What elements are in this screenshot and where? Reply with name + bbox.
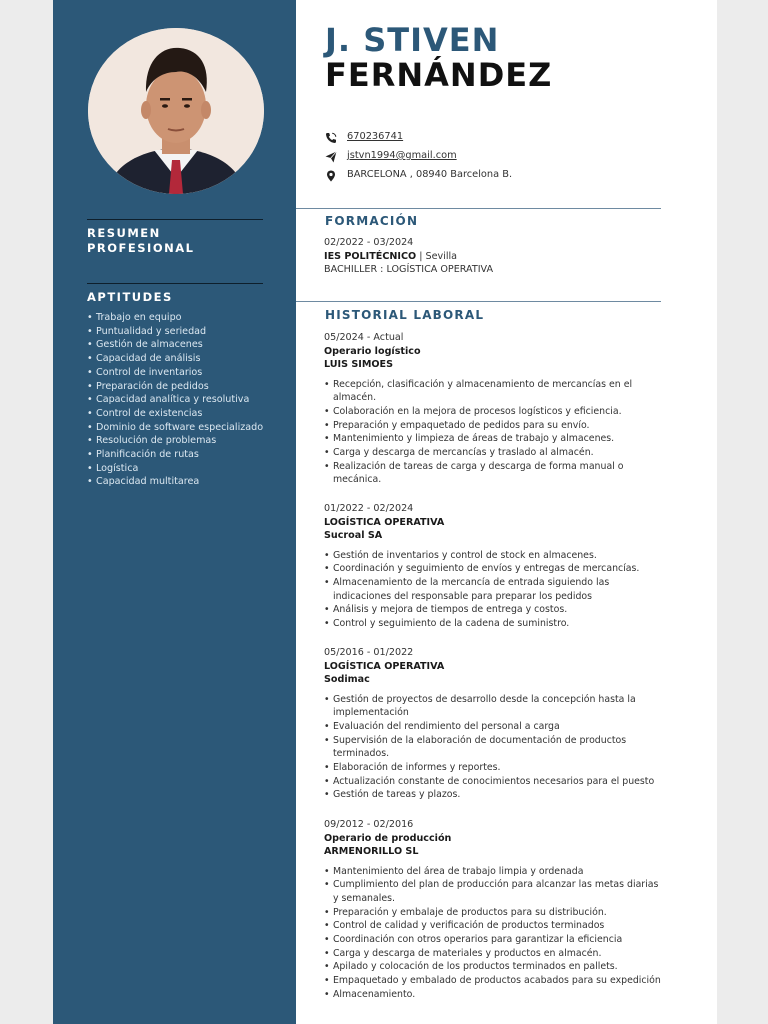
education-degree: BACHILLER : LOGÍSTICA OPERATIVA: [324, 264, 494, 275]
job-task: • Carga y descarga de mercancías y traslado al almacén.: [324, 446, 664, 460]
job-task: • Coordinación y seguimiento de envíos y entregas de mercancías.: [324, 562, 664, 576]
address-text: BARCELONA , 08940 Barcelona B.: [347, 169, 513, 180]
skill-item: • Resolución de problemas: [87, 434, 263, 448]
skill-item: • Gestión de almacenes: [87, 338, 263, 352]
job-company: ARMENORILLO SL: [324, 846, 419, 857]
job-task: • Mantenimiento del área de trabajo limpia y ordenada: [324, 865, 664, 879]
skill-item: • Capacidad multitarea: [87, 475, 263, 489]
education-date: 02/2022 - 03/2024: [324, 237, 414, 248]
job-task-list: [324, 865, 664, 1002]
skill-item: • Puntualidad y seriedad: [87, 325, 263, 339]
skill-item: • Control de existencias: [87, 407, 263, 421]
job-task: • Supervisión de la elaboración de documentación de productos terminados.: [324, 734, 664, 761]
education-heading: FORMACIÓN: [325, 214, 419, 228]
phone-icon: [325, 132, 337, 144]
job-role: Operario de producción: [324, 832, 452, 844]
job-task: • Almacenamiento.: [324, 988, 664, 1002]
job-company: Sodimac: [324, 674, 370, 685]
name-first: J. STIVEN: [325, 21, 500, 59]
name-last: FERNÁNDEZ: [325, 56, 553, 94]
job-entry: [324, 818, 664, 1002]
sidebar-divider: [87, 219, 263, 220]
work-heading: HISTORIAL LABORAL: [325, 308, 485, 322]
location-pin-icon: [325, 170, 337, 182]
education-school: IES POLITÉCNICO: [324, 250, 417, 262]
section-divider: [296, 301, 661, 302]
job-task: • Preparación y embalaje de productos para su distribución.: [324, 906, 664, 920]
job-task: • Gestión de tareas y plazos.: [324, 788, 664, 802]
job-role: LOGÍSTICA OPERATIVA: [324, 516, 445, 528]
section-divider: [296, 208, 661, 209]
email-link[interactable]: jstvn1994@gmail.com: [347, 150, 457, 161]
job-date: 05/2016 - 01/2022: [324, 647, 414, 658]
skill-item: • Trabajo en equipo: [87, 311, 263, 325]
education-city: | Sevilla: [416, 250, 458, 262]
job-task: • Colaboración en la mejora de procesos logísticos y eficiencia.: [324, 405, 664, 419]
job-task: • Carga y descarga de materiales y productos en almacén.: [324, 947, 664, 961]
job-date: 01/2022 - 02/2024: [324, 503, 414, 514]
sidebar: [53, 0, 296, 1024]
job-task-list: [324, 378, 664, 488]
skill-item: • Control de inventarios: [87, 366, 263, 380]
job-date: 09/2012 - 02/2016: [324, 819, 414, 830]
profile-photo: [88, 28, 264, 194]
job-task: • Control y seguimiento de la cadena de suministro.: [324, 617, 664, 631]
skill-item: • Dominio de software especializado: [87, 421, 263, 435]
skill-item: • Planificación de rutas: [87, 448, 263, 462]
education-entry: [324, 236, 664, 277]
job-task: • Gestión de inventarios y control de stock en almacenes.: [324, 549, 664, 563]
job-task: • Cumplimiento del plan de producción para alcanzar las metas diarias y semanales.: [324, 878, 664, 905]
skill-item: • Preparación de pedidos: [87, 380, 263, 394]
phone-number[interactable]: 670236741: [347, 131, 404, 142]
job-company: LUIS SIMOES: [324, 359, 394, 370]
send-icon: [325, 151, 337, 163]
job-task: • Almacenamiento de la mercancía de entrada siguiendo las indicaciones del responsable para preparar los pedidos: [324, 576, 664, 603]
job-role: LOGÍSTICA OPERATIVA: [324, 660, 445, 672]
job-task: • Gestión de proyectos de desarrollo desde la concepción hasta la implementación: [324, 693, 664, 720]
job-task: • Coordinación con otros operarios para garantizar la eficiencia: [324, 933, 664, 947]
job-task: • Recepción, clasificación y almacenamiento de mercancías en el almacén.: [324, 378, 664, 405]
job-task: • Elaboración de informes y reportes.: [324, 761, 664, 775]
skill-item: • Capacidad de análisis: [87, 352, 263, 366]
skills-list: [87, 311, 263, 489]
skill-item: • Capacidad analítica y resolutiva: [87, 393, 263, 407]
job-task: • Mantenimiento y limpieza de áreas de trabajo y almacenes.: [324, 432, 664, 446]
summary-heading: [87, 226, 194, 256]
job-date: 05/2024 - Actual: [324, 332, 404, 343]
job-task: • Actualización constante de conocimientos necesarios para el puesto: [324, 775, 664, 789]
summary-heading-line2: PROFESIONAL: [87, 241, 195, 255]
job-entry: [324, 331, 664, 487]
education-school-line: [324, 250, 664, 264]
job-task: • Control de calidad y verificación de productos terminados: [324, 919, 664, 933]
job-task: • Análisis y mejora de tiempos de entrega y costos.: [324, 603, 664, 617]
job-task: • Preparación y empaquetado de pedidos para su envío.: [324, 419, 664, 433]
job-entry: [324, 502, 664, 631]
job-task-list: [324, 693, 664, 803]
skills-heading: APTITUDES: [87, 290, 173, 304]
summary-heading-line1: RESUMEN: [87, 226, 161, 240]
job-company: Sucroal SA: [324, 530, 383, 541]
resume-page: [53, 0, 717, 1024]
job-task-list: [324, 549, 664, 631]
job-task: • Apilado y colocación de los productos terminados en pallets.: [324, 960, 664, 974]
job-task: • Empaquetado y embalado de productos acabados para su expedición: [324, 974, 664, 988]
job-entry: [324, 646, 664, 802]
skill-item: • Logística: [87, 462, 263, 476]
job-task: • Evaluación del rendimiento del personal a carga: [324, 720, 664, 734]
job-task: • Realización de tareas de carga y descarga de forma manual o mecánica.: [324, 460, 664, 487]
sidebar-divider: [87, 283, 263, 284]
job-role: Operario logístico: [324, 345, 421, 357]
